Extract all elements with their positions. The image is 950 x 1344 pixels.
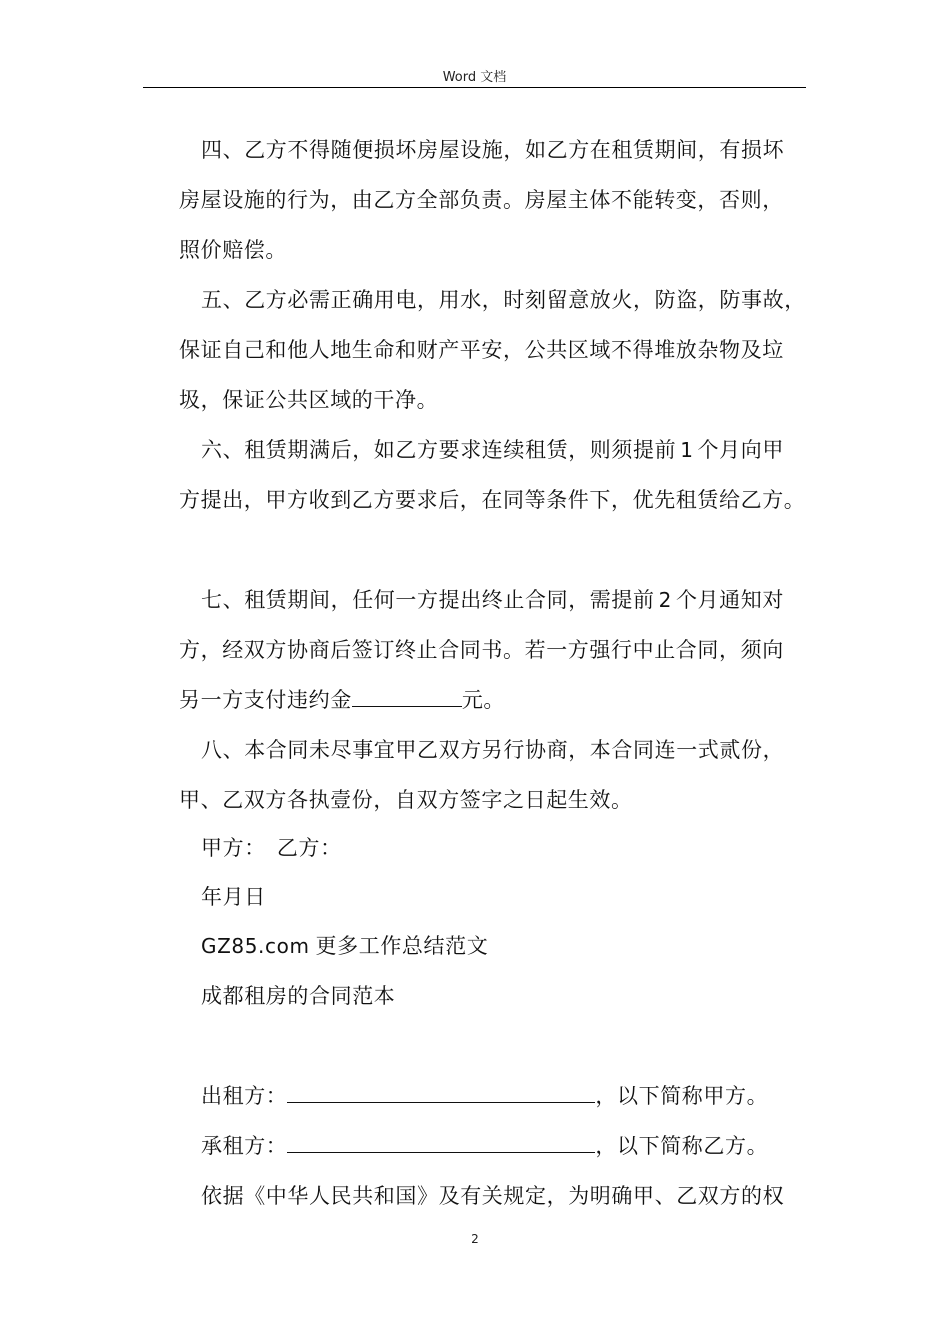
clause-7-text-end: 个月通知对	[675, 588, 784, 612]
clause-4-line-2: 房屋设施的行为，由乙方全部负责。房屋主体不能转变，否则，	[179, 188, 784, 212]
clause-7-text: 七、租赁期间，任何一方提出终止合同，需提前	[201, 588, 655, 612]
page-header: Word 文档	[442, 70, 507, 85]
site-tagline: 更多工作总结范文	[315, 934, 489, 958]
document-title: 成都租房的合同范本	[201, 984, 396, 1008]
clause-6-line-1	[201, 440, 784, 461]
header-rule	[143, 87, 806, 88]
site-domain: GZ85.com	[201, 934, 310, 958]
clause-5-line-1: 五、乙方必需正确用电，用水，时刻留意放火，防盗，防事故，	[201, 288, 806, 312]
clause-6-text-end: 个月向甲	[697, 438, 784, 462]
lessee-label: 承租方：	[201, 1134, 288, 1158]
clause-8-line-2: 甲、乙双方各执壹份，自双方签字之日起生效。	[179, 788, 633, 812]
clause-5-line-3: 圾，保证公共区域的干净。	[179, 388, 439, 412]
clause-7-line-2: 方，经双方协商后签订终止合同书。若一方强行中止合同，须向	[179, 638, 784, 662]
lessee-name-blank[interactable]	[287, 1151, 595, 1153]
page-number: 2	[471, 1232, 479, 1246]
penalty-label: 另一方支付违约金	[179, 688, 352, 712]
clause-6-line-2: 方提出，甲方收到乙方要求后，在同等条件下，优先租赁给乙方。	[179, 488, 806, 512]
lessor-label: 出租方：	[201, 1084, 288, 1108]
clause-4-line-3: 照价赔偿。	[179, 238, 287, 262]
signature-date: 年月日	[201, 885, 266, 909]
lessee-line	[201, 1136, 768, 1157]
clause-7-line-1	[201, 590, 784, 611]
clause-6-months: 1	[680, 438, 694, 462]
legal-basis-line: 依据《中华人民共和国》及有关规定，为明确甲、乙双方的权	[201, 1184, 785, 1208]
clause-7-line-3	[179, 690, 505, 711]
penalty-amount-blank[interactable]	[352, 705, 462, 707]
clause-4-line-1: 四、乙方不得随便损坏房屋设施，如乙方在租赁期间，有损坏	[201, 138, 785, 162]
clause-5-line-2: 保证自己和他人地生命和财产平安，公共区域不得堆放杂物及垃	[179, 338, 784, 362]
clause-6-text: 六、租赁期满后，如乙方要求连续租赁，则须提前	[201, 438, 677, 462]
lessor-line	[201, 1086, 768, 1107]
penalty-unit: 元。	[461, 688, 506, 712]
clause-7-months: 2	[658, 588, 672, 612]
lessee-suffix: ，以下简称乙方。	[595, 1134, 769, 1158]
site-line	[201, 936, 488, 957]
clause-8-line-1: 八、本合同未尽事宜甲乙双方另行协商，本合同连一式贰份，	[201, 738, 785, 762]
lessor-suffix: ，以下简称甲方。	[595, 1084, 769, 1108]
lessor-name-blank[interactable]	[287, 1101, 595, 1103]
signature-parties: 甲方： 乙方：	[201, 836, 342, 860]
